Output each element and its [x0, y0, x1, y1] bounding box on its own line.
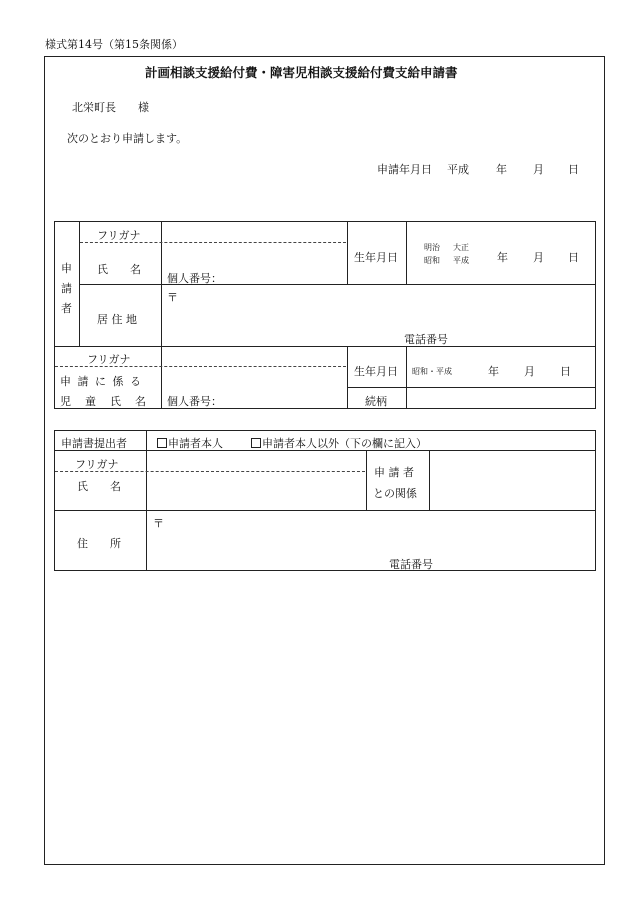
- form-title: 計画相談支援給付費・障害児相談支援給付費支給申請書: [145, 65, 458, 80]
- form-number: 様式第14号（第15条関係）: [45, 38, 183, 51]
- form-frame: [44, 56, 605, 865]
- submitter-phone-label: 電話番号: [389, 558, 433, 571]
- applicant-birth-date-label: 生年月日: [354, 251, 398, 264]
- submitter-relation-line1: 申 請 者: [374, 466, 414, 479]
- application-date-month: 月: [533, 163, 544, 176]
- submitter-name-label: 氏 名: [77, 480, 121, 493]
- child-birth-date-label: 生年月日: [354, 365, 398, 378]
- child-birth-day: 日: [560, 365, 571, 378]
- application-date-label: 申請年月日: [377, 163, 432, 176]
- child-individual-number-label: 個人番号：: [167, 395, 222, 408]
- child-era-options: 昭和・平成: [412, 367, 452, 376]
- application-date-year: 年: [496, 163, 507, 176]
- submitter-option-self[interactable]: [157, 435, 223, 451]
- child-relationship-label: 続柄: [365, 395, 387, 408]
- child-birth-month: 月: [524, 365, 535, 378]
- submitter-furigana-label: フリガナ: [75, 458, 119, 471]
- applicant-furigana-label: フリガナ: [97, 229, 141, 242]
- applicant-section-char-3: 者: [61, 302, 72, 315]
- intro-text: 次のとおり申請します。: [67, 132, 188, 145]
- submitter-address-label: 住 所: [77, 537, 121, 550]
- applicant-address-label: 居 住 地: [97, 313, 137, 326]
- applicant-birth-month: 月: [533, 251, 544, 264]
- child-furigana-label: フリガナ: [87, 353, 131, 366]
- applicant-phone-label: 電話番号: [404, 333, 448, 346]
- submitter-label: 申請書提出者: [61, 437, 127, 450]
- applicant-individual-number-label: 個人番号：: [167, 272, 222, 285]
- era-meiji: 明治: [424, 243, 440, 252]
- submitter-relation-line2: との関係: [373, 487, 417, 500]
- checkbox-other[interactable]: [251, 438, 261, 448]
- applicant-section-char-2: 請: [61, 282, 72, 295]
- child-birth-year: 年: [488, 365, 499, 378]
- applicant-birth-day: 日: [568, 251, 579, 264]
- application-date-era: 平成: [447, 163, 469, 176]
- applicant-birth-year: 年: [497, 251, 508, 264]
- option-self-text: 申請者本人: [168, 437, 223, 450]
- era-taisho: 大正: [453, 243, 469, 252]
- addressee: 北栄町長 様: [72, 101, 149, 114]
- era-showa: 昭和: [424, 256, 440, 265]
- checkbox-self[interactable]: [157, 438, 167, 448]
- submitter-postal-mark: 〒: [153, 517, 164, 530]
- child-label-line2: 児 童 氏 名: [60, 395, 148, 408]
- applicant-postal-mark: 〒: [167, 291, 178, 304]
- option-other-text: 申請者本人以外（下の欄に記入）: [262, 437, 427, 450]
- applicant-section-char-1: 申: [61, 262, 72, 275]
- era-heisei: 平成: [453, 256, 469, 265]
- applicant-name-label: 氏 名: [97, 263, 141, 276]
- child-label-line1: 申 請 に 係 る: [60, 375, 143, 388]
- submitter-option-other[interactable]: [251, 435, 427, 451]
- application-date-day: 日: [568, 163, 579, 176]
